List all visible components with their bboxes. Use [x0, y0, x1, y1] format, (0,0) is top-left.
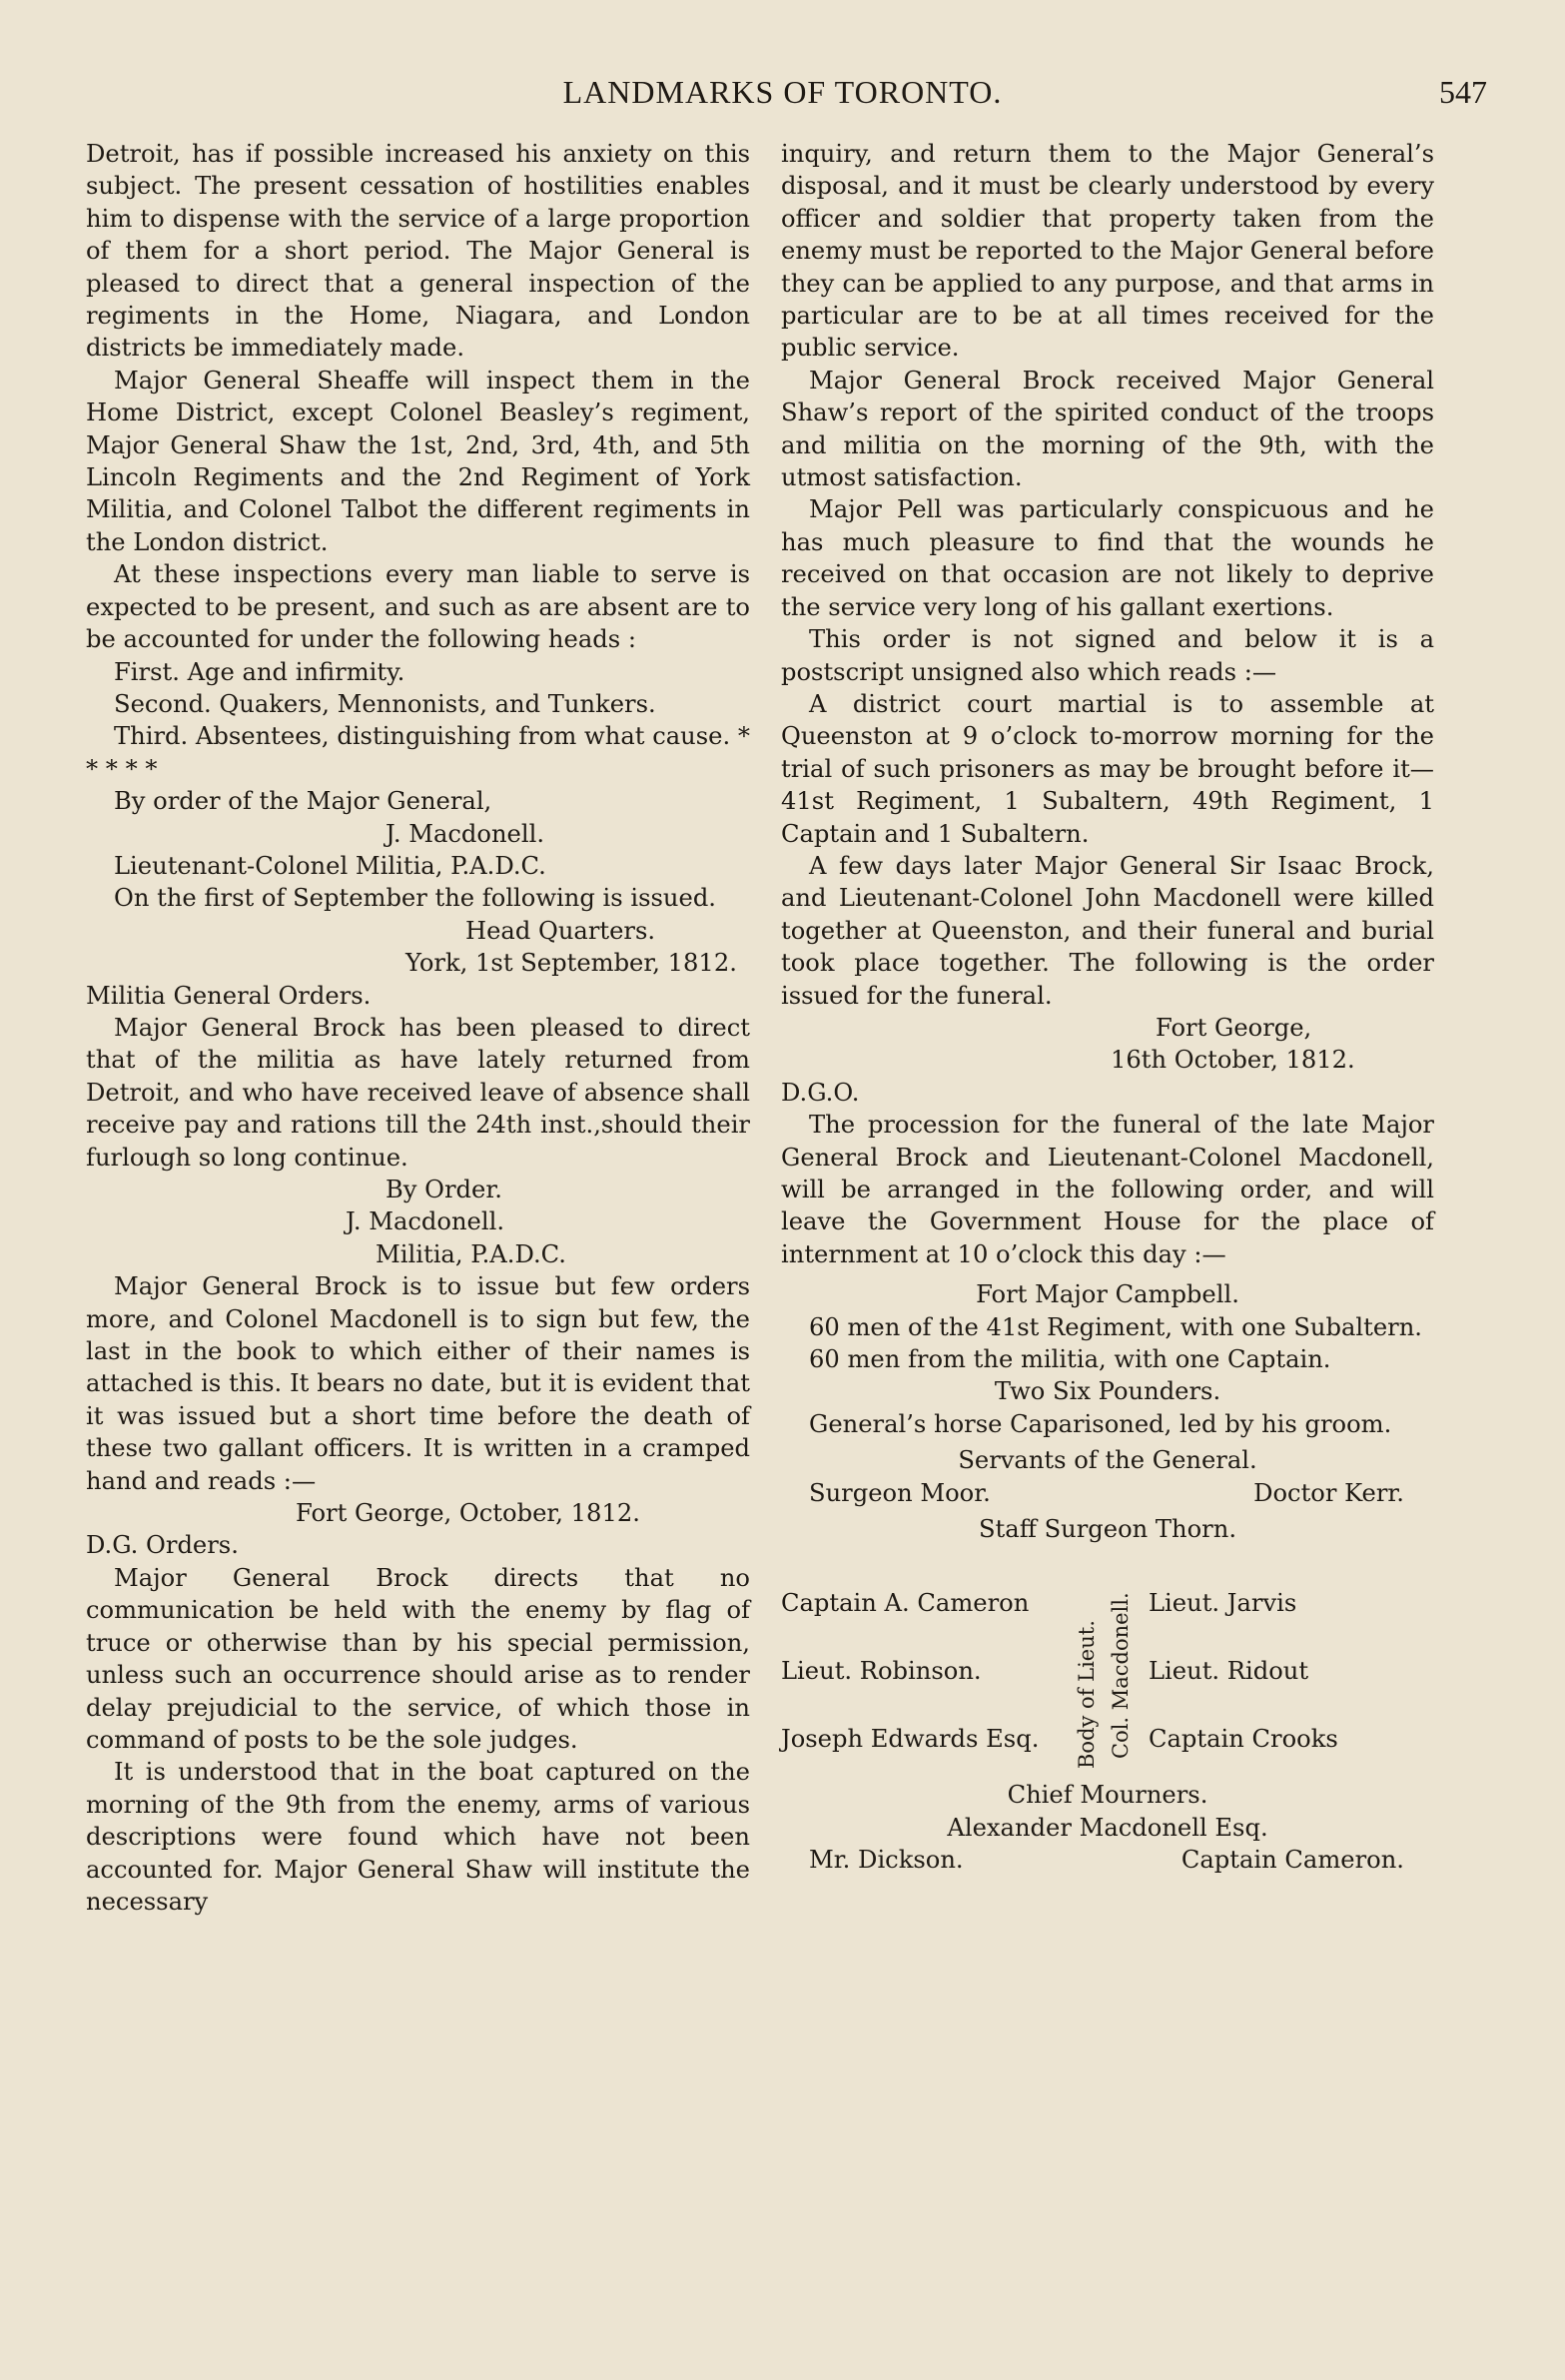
bearer-left: Lieut. Robinson.: [781, 1657, 982, 1686]
dateline: Fort George,: [1156, 1013, 1312, 1042]
signature-title: Militia, P.A.D.C.: [376, 1239, 566, 1268]
procession-pair: [781, 1477, 1434, 1509]
paragraph: Major General Brock is to issue but few orders more, and Colonel Macdonell is to sign but few, the last in the book to which either of their names is attached is this. It bears no date, but it is evident that it was issued but a short time before the death of these two gallant officers. It is written in a cramped hand and reads :—: [86, 1272, 750, 1495]
bearer-right: Lieut. Jarvis: [1149, 1589, 1297, 1618]
paragraph: A district court martial is to assemble at Queenston at 9 o’clock to-morrow morning for the trial of such prisoners as may be brought before it— 41st Regiment, 1 Subaltern, 49th Regiment, 1 Captain and 1 Subaltern.: [781, 689, 1434, 848]
right-column: [781, 138, 1434, 1877]
paragraph: Major General Brock received Major General Shaw’s report of the spirited conduct of the troops and militia on the morning of the 9th, with the utmost satisfaction.: [781, 366, 1434, 492]
heading-line: Head Quarters.: [465, 916, 656, 945]
procession-name: Surgeon Moor.: [809, 1478, 991, 1507]
coffin-label-line: Col. Macdonell.: [1109, 1592, 1133, 1760]
left-column: [86, 138, 750, 1918]
signature-name: J. Macdonell.: [386, 819, 545, 848]
list-item: Second. Quakers, Mennonists, and Tunkers.: [114, 689, 656, 718]
dateline: Fort George, October, 1812.: [296, 1499, 640, 1528]
bearer-right: Lieut. Ridout: [1149, 1657, 1309, 1686]
paragraph: This order is not signed and below it is a postscript unsigned also which reads :—: [781, 625, 1434, 686]
signature-name: J. Macdonell.: [346, 1207, 505, 1236]
procession-name: Mr. Dickson.: [809, 1846, 964, 1875]
paragraph: Major General Brock has been pleased to direct that of the militia as have lately returned from Detroit, and who have received leave of absence shall receive pay and rations till the 24th inst.,should their furlough so long continue.: [86, 1013, 750, 1172]
procession-name: Doctor Kerr.: [1253, 1478, 1404, 1507]
pall-bearers: [781, 1551, 1434, 1779]
procession-item: Two Six Pounders.: [994, 1377, 1221, 1406]
paragraph: At these inspections every man liable to serve is expected to be present, and such as are absent are to be accounted for under the following heads :: [86, 560, 750, 654]
bearer-left: Joseph Edwards Esq.: [781, 1725, 1040, 1754]
order-heading: D.G. Orders.: [86, 1531, 239, 1560]
paragraph: Major General Sheaffe will inspect them in the Home District, except Colonel Beasley’s regiment, Major General Shaw the 1st, 2nd, 3rd, 4th, and 5th Lincoln Regiments and the 2nd Regiment of York Militia, and Colonel Talbot the different regiments in the London district.: [86, 366, 750, 556]
paragraph: On the first of September the following is issued.: [114, 884, 716, 913]
bearer-right: Captain Crooks: [1149, 1725, 1338, 1754]
dateline: York, 1st September, 1812.: [405, 949, 737, 978]
procession-item: General’s horse Caparisoned, led by his groom.: [809, 1409, 1392, 1438]
paragraph: Major Pell was particularly conspicuous and he has much pleasure to find that the wounds he received on that occasion are not likely to deprive the service very long of his gallant exertions.: [781, 495, 1434, 621]
procession-item: Fort Major Campbell.: [976, 1280, 1239, 1309]
procession-item: Staff Surgeon Thorn.: [978, 1515, 1237, 1544]
signature-line: By Order.: [386, 1176, 502, 1203]
signature-title: Lieutenant-Colonel Militia, P.A.D.C.: [114, 851, 546, 880]
list-item: Third. Absentees, distinguishing from what cause. * * * * *: [86, 722, 750, 783]
procession-item: Servants of the General.: [958, 1446, 1257, 1475]
order-heading: Militia General Orders.: [86, 981, 372, 1010]
page-header: [78, 74, 1487, 124]
running-title: LANDMARKS OF TORONTO.: [562, 74, 1003, 110]
procession-item: 60 men of the 41st Regiment, with one Subaltern.: [809, 1312, 1422, 1341]
paragraph: Detroit, has if possible increased his anxiety on this subject. The present cessation of hostilities enables him to dispense with the service of a large proportion of them for a short period. The Major General is pleased to direct that a general inspection of the regiments in the Home, Niagara, and London districts be immediately made.: [86, 140, 750, 363]
paragraph: It is understood that in the boat captured on the morning of the 9th from the enemy, arms of various descriptions were found which have not been accounted for. Major General Shaw will institute the necessary: [86, 1758, 750, 1916]
dateline: 16th October, 1812.: [1111, 1046, 1355, 1075]
paragraph: inquiry, and return them to the Major General’s disposal, and it must be clearly understood by every officer and soldier that property taken from the enemy must be reported to the Major General before they can be applied to any purpose, and that arms in particular are to be at all times received for the public service.: [781, 140, 1434, 363]
paragraph: The procession for the funeral of the late Major General Brock and Lieutenant-Colonel Macdonell, will be arranged in the following order, and will leave the Government House for the place of internment at 10 o’clock this day :—: [781, 1111, 1434, 1268]
procession-item: Chief Mourners.: [1007, 1781, 1208, 1810]
coffin-label-line: Body of Lieut.: [1075, 1620, 1099, 1770]
paragraph: A few days later Major General Sir Isaac Brock, and Lieutenant-Colonel John Macdonell were killed together at Queenston, and their funeral and burial took place together. The following is the order issued for the funeral.: [781, 851, 1434, 1010]
page-number: 547: [1439, 74, 1487, 110]
bearer-left: Captain A. Cameron: [781, 1589, 1030, 1618]
paragraph: Major General Brock directs that no communication be held with the enemy by flag of truce or otherwise than by his special permission, unless such an occurrence should arise as to render delay prejudicial to the service, of which those in command of posts to be the sole judges.: [86, 1563, 750, 1754]
procession-pair: [781, 1844, 1434, 1876]
signature-line: By order of the Major General,: [114, 787, 492, 816]
list-item: First. Age and infirmity.: [114, 657, 405, 686]
procession-item: Alexander Macdonell Esq.: [947, 1813, 1268, 1842]
procession-name: Captain Cameron.: [1180, 1846, 1404, 1875]
procession-item: 60 men from the militia, with one Captain.: [809, 1345, 1331, 1374]
order-heading: D.G.O.: [781, 1078, 860, 1107]
coffin-label: [1071, 1559, 1141, 1769]
